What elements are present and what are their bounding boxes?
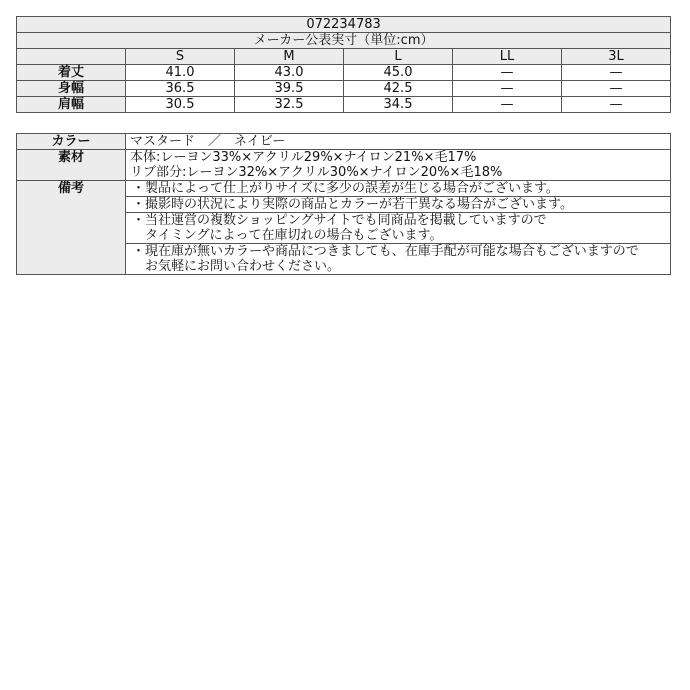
size-table bbox=[16, 16, 671, 113]
cell-value: 45.0 bbox=[344, 65, 453, 81]
note-line: ・製品によって仕上がりサイズに多少の誤差が生じる場合がございます。 bbox=[132, 181, 559, 196]
note-item bbox=[126, 181, 671, 197]
material-label: 素材 bbox=[17, 150, 126, 181]
cell-value: — bbox=[562, 97, 671, 113]
cell-value: 30.5 bbox=[126, 97, 235, 113]
notes-label: 備考 bbox=[17, 181, 126, 275]
cell-value: — bbox=[453, 97, 562, 113]
table-row bbox=[17, 81, 671, 97]
table-row bbox=[17, 97, 671, 113]
column-header-m: M bbox=[235, 49, 344, 65]
row-label-length: 着丈 bbox=[17, 65, 126, 81]
column-header-s: S bbox=[126, 49, 235, 65]
column-header-l: L bbox=[344, 49, 453, 65]
cell-value: 43.0 bbox=[235, 65, 344, 81]
notes-row bbox=[17, 181, 671, 197]
cell-value: 42.5 bbox=[344, 81, 453, 97]
cell-value: — bbox=[562, 81, 671, 97]
material-line-body: 本体:レーヨン33%×アクリル29%×ナイロン21%×毛17% bbox=[130, 150, 477, 165]
note-line: ・現在庫が無いカラーや商品につきましても、在庫手配が可能な場合もございますので bbox=[132, 244, 639, 259]
cell-value: 34.5 bbox=[344, 97, 453, 113]
note-item bbox=[126, 213, 671, 244]
table-row bbox=[17, 65, 671, 81]
color-value: マスタード ／ ネイビー bbox=[126, 134, 671, 150]
cell-value: 41.0 bbox=[126, 65, 235, 81]
note-item bbox=[126, 244, 671, 275]
color-label: カラー bbox=[17, 134, 126, 150]
column-header-ll: LL bbox=[453, 49, 562, 65]
cell-value: 39.5 bbox=[235, 81, 344, 97]
material-value bbox=[126, 150, 671, 181]
color-row bbox=[17, 134, 671, 150]
cell-value: — bbox=[562, 65, 671, 81]
material-line-rib: リブ部分:レーヨン32%×アクリル30%×ナイロン20%×毛18% bbox=[130, 165, 503, 180]
note-line: ・当社運営の複数ショッピングサイトでも同商品を掲載していますので bbox=[132, 213, 547, 228]
size-table-caption: メーカー公表実寸（単位:cm） bbox=[17, 33, 671, 49]
product-info-table bbox=[16, 133, 671, 275]
note-line: タイミングによって在庫切れの場合もございます。 bbox=[132, 228, 443, 243]
column-header-3l: 3L bbox=[562, 49, 671, 65]
note-line: お気軽にお問い合わせください。 bbox=[132, 259, 341, 274]
material-row bbox=[17, 150, 671, 181]
product-code: 072234783 bbox=[17, 17, 671, 33]
row-label-shoulder: 肩幅 bbox=[17, 97, 126, 113]
note-line: ・撮影時の状況により実際の商品とカラーが若干異なる場合がございます。 bbox=[132, 197, 573, 212]
corner-cell bbox=[17, 49, 126, 65]
cell-value: 32.5 bbox=[235, 97, 344, 113]
cell-value: — bbox=[453, 81, 562, 97]
cell-value: 36.5 bbox=[126, 81, 235, 97]
cell-value: — bbox=[453, 65, 562, 81]
note-item bbox=[126, 197, 671, 213]
row-label-width: 身幅 bbox=[17, 81, 126, 97]
